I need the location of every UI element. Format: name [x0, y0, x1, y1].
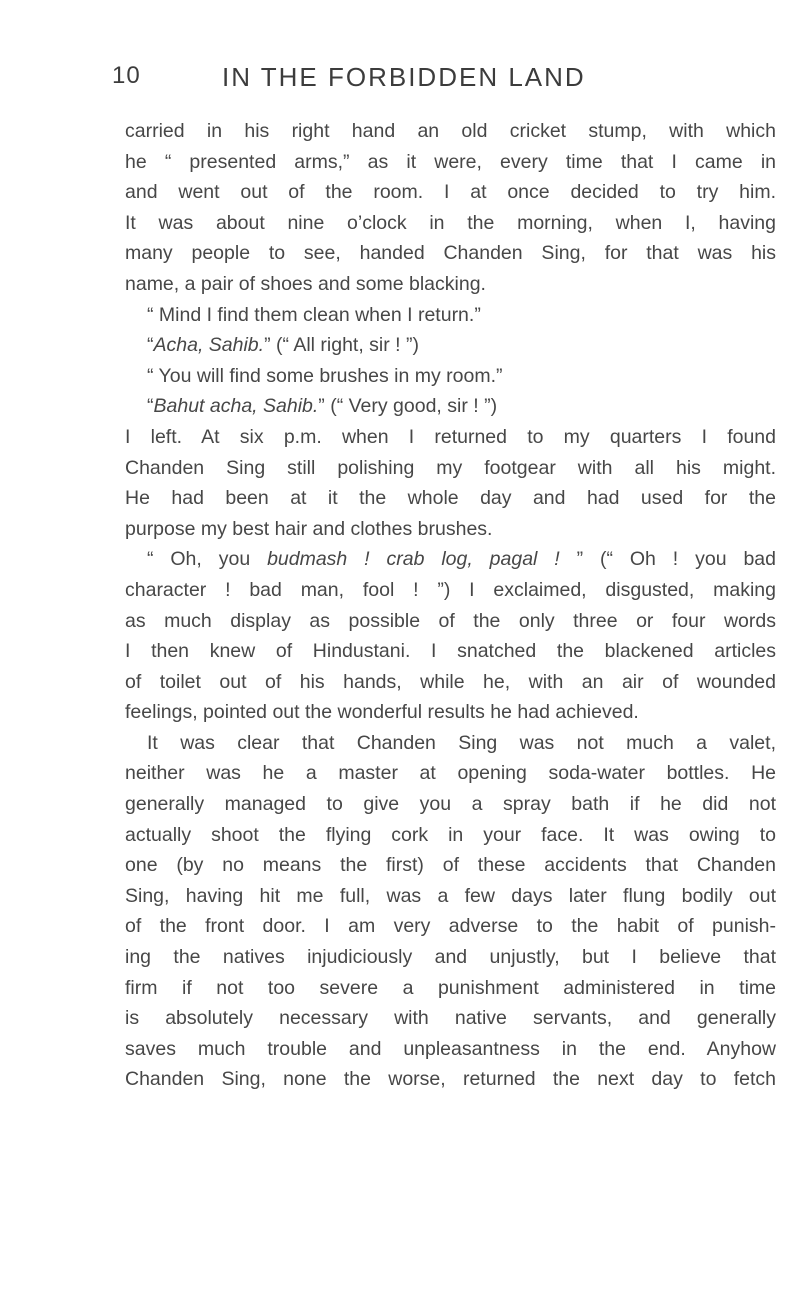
- text-line: actually shoot the flying cork in your face. It was owing to: [125, 823, 776, 846]
- text-segment: ” (“ All right, sir ! ”): [264, 334, 419, 357]
- italic-phrase: budmash ! crab log, pagal !: [267, 548, 560, 571]
- text-line: “ You will find some brushes in my room.”: [147, 364, 503, 387]
- text-segment: ” (“ Very good, sir ! ”): [318, 395, 498, 418]
- text-line: saves much trouble and unpleasantness in the end. Anyhow: [125, 1037, 776, 1060]
- text-line: of toilet out of his hands, while he, with an air of wounded: [125, 670, 776, 693]
- text-line: of the front door. I am very adverse to the habit of punish-: [125, 915, 776, 938]
- text-line: Chanden Sing still polishing my footgear with all his might.: [125, 456, 776, 479]
- text-line: and went out of the room. I at once decided to try him.: [125, 181, 776, 204]
- text-line: as much display as possible of the only three or four words: [125, 609, 776, 632]
- text-line: is absolutely necessary with native servants, and generally: [125, 1007, 776, 1030]
- text-line: [125, 544, 776, 575]
- text-line: many people to see, handed Chanden Sing, for that was his: [125, 242, 776, 265]
- text-segment: “: [147, 395, 154, 418]
- text-line: ing the natives injudiciously and unjustly, but I believe that: [125, 946, 776, 969]
- text-line: he “ presented arms,” as it were, every time that I came in: [125, 150, 776, 173]
- text-line: character ! bad man, fool ! ”) I exclaimed, disgusted, making: [125, 578, 776, 601]
- text-segment: “ Oh, you: [147, 548, 268, 571]
- text-line: feelings, pointed out the wonderful results he had achieved.: [125, 701, 639, 724]
- text-line: carried in his right hand an old cricket stump, with which: [125, 120, 776, 142]
- running-head: [0, 62, 801, 102]
- text-line: neither was he a master at opening soda-water bottles. He: [125, 762, 776, 785]
- italic-phrase: Acha, Sahib.: [153, 334, 265, 357]
- text-line: Chanden Sing, none the worse, returned the next day to fetch: [125, 1068, 776, 1091]
- text-line: Sing, having hit me full, was a few days later flung bodily out: [125, 884, 776, 907]
- text-line: I left. At six p.m. when I returned to my quarters I found: [125, 425, 776, 448]
- body-text: [125, 116, 776, 1095]
- text-line: firm if not too severe a punishment administered in time: [125, 976, 776, 999]
- text-segment: “: [147, 334, 154, 357]
- text-line: He had been at it the whole day and had used for the: [125, 487, 776, 510]
- text-line: I then knew of Hindustani. I snatched the blackened articles: [125, 640, 776, 663]
- text-segment: ” (“ Oh ! you bad: [559, 548, 776, 571]
- text-line: [125, 330, 776, 361]
- text-line: one (by no means the first) of these accidents that Chanden: [125, 854, 776, 877]
- page-number: 10: [112, 62, 141, 89]
- text-line: generally managed to give you a spray bath if he did not: [125, 793, 776, 816]
- text-line: “ Mind I find them clean when I return.”: [147, 303, 481, 326]
- text-line: [125, 391, 776, 422]
- text-line: purpose my best hair and clothes brushes.: [125, 517, 493, 540]
- running-title: IN THE FORBIDDEN LAND: [222, 62, 586, 92]
- italic-phrase: Bahut acha, Sahib.: [153, 395, 319, 418]
- text-line: It was clear that Chanden Sing was not much a valet,: [147, 731, 776, 754]
- text-line: name, a pair of shoes and some blacking.: [125, 272, 486, 295]
- text-line: It was about nine o’clock in the morning, when I, having: [125, 211, 776, 234]
